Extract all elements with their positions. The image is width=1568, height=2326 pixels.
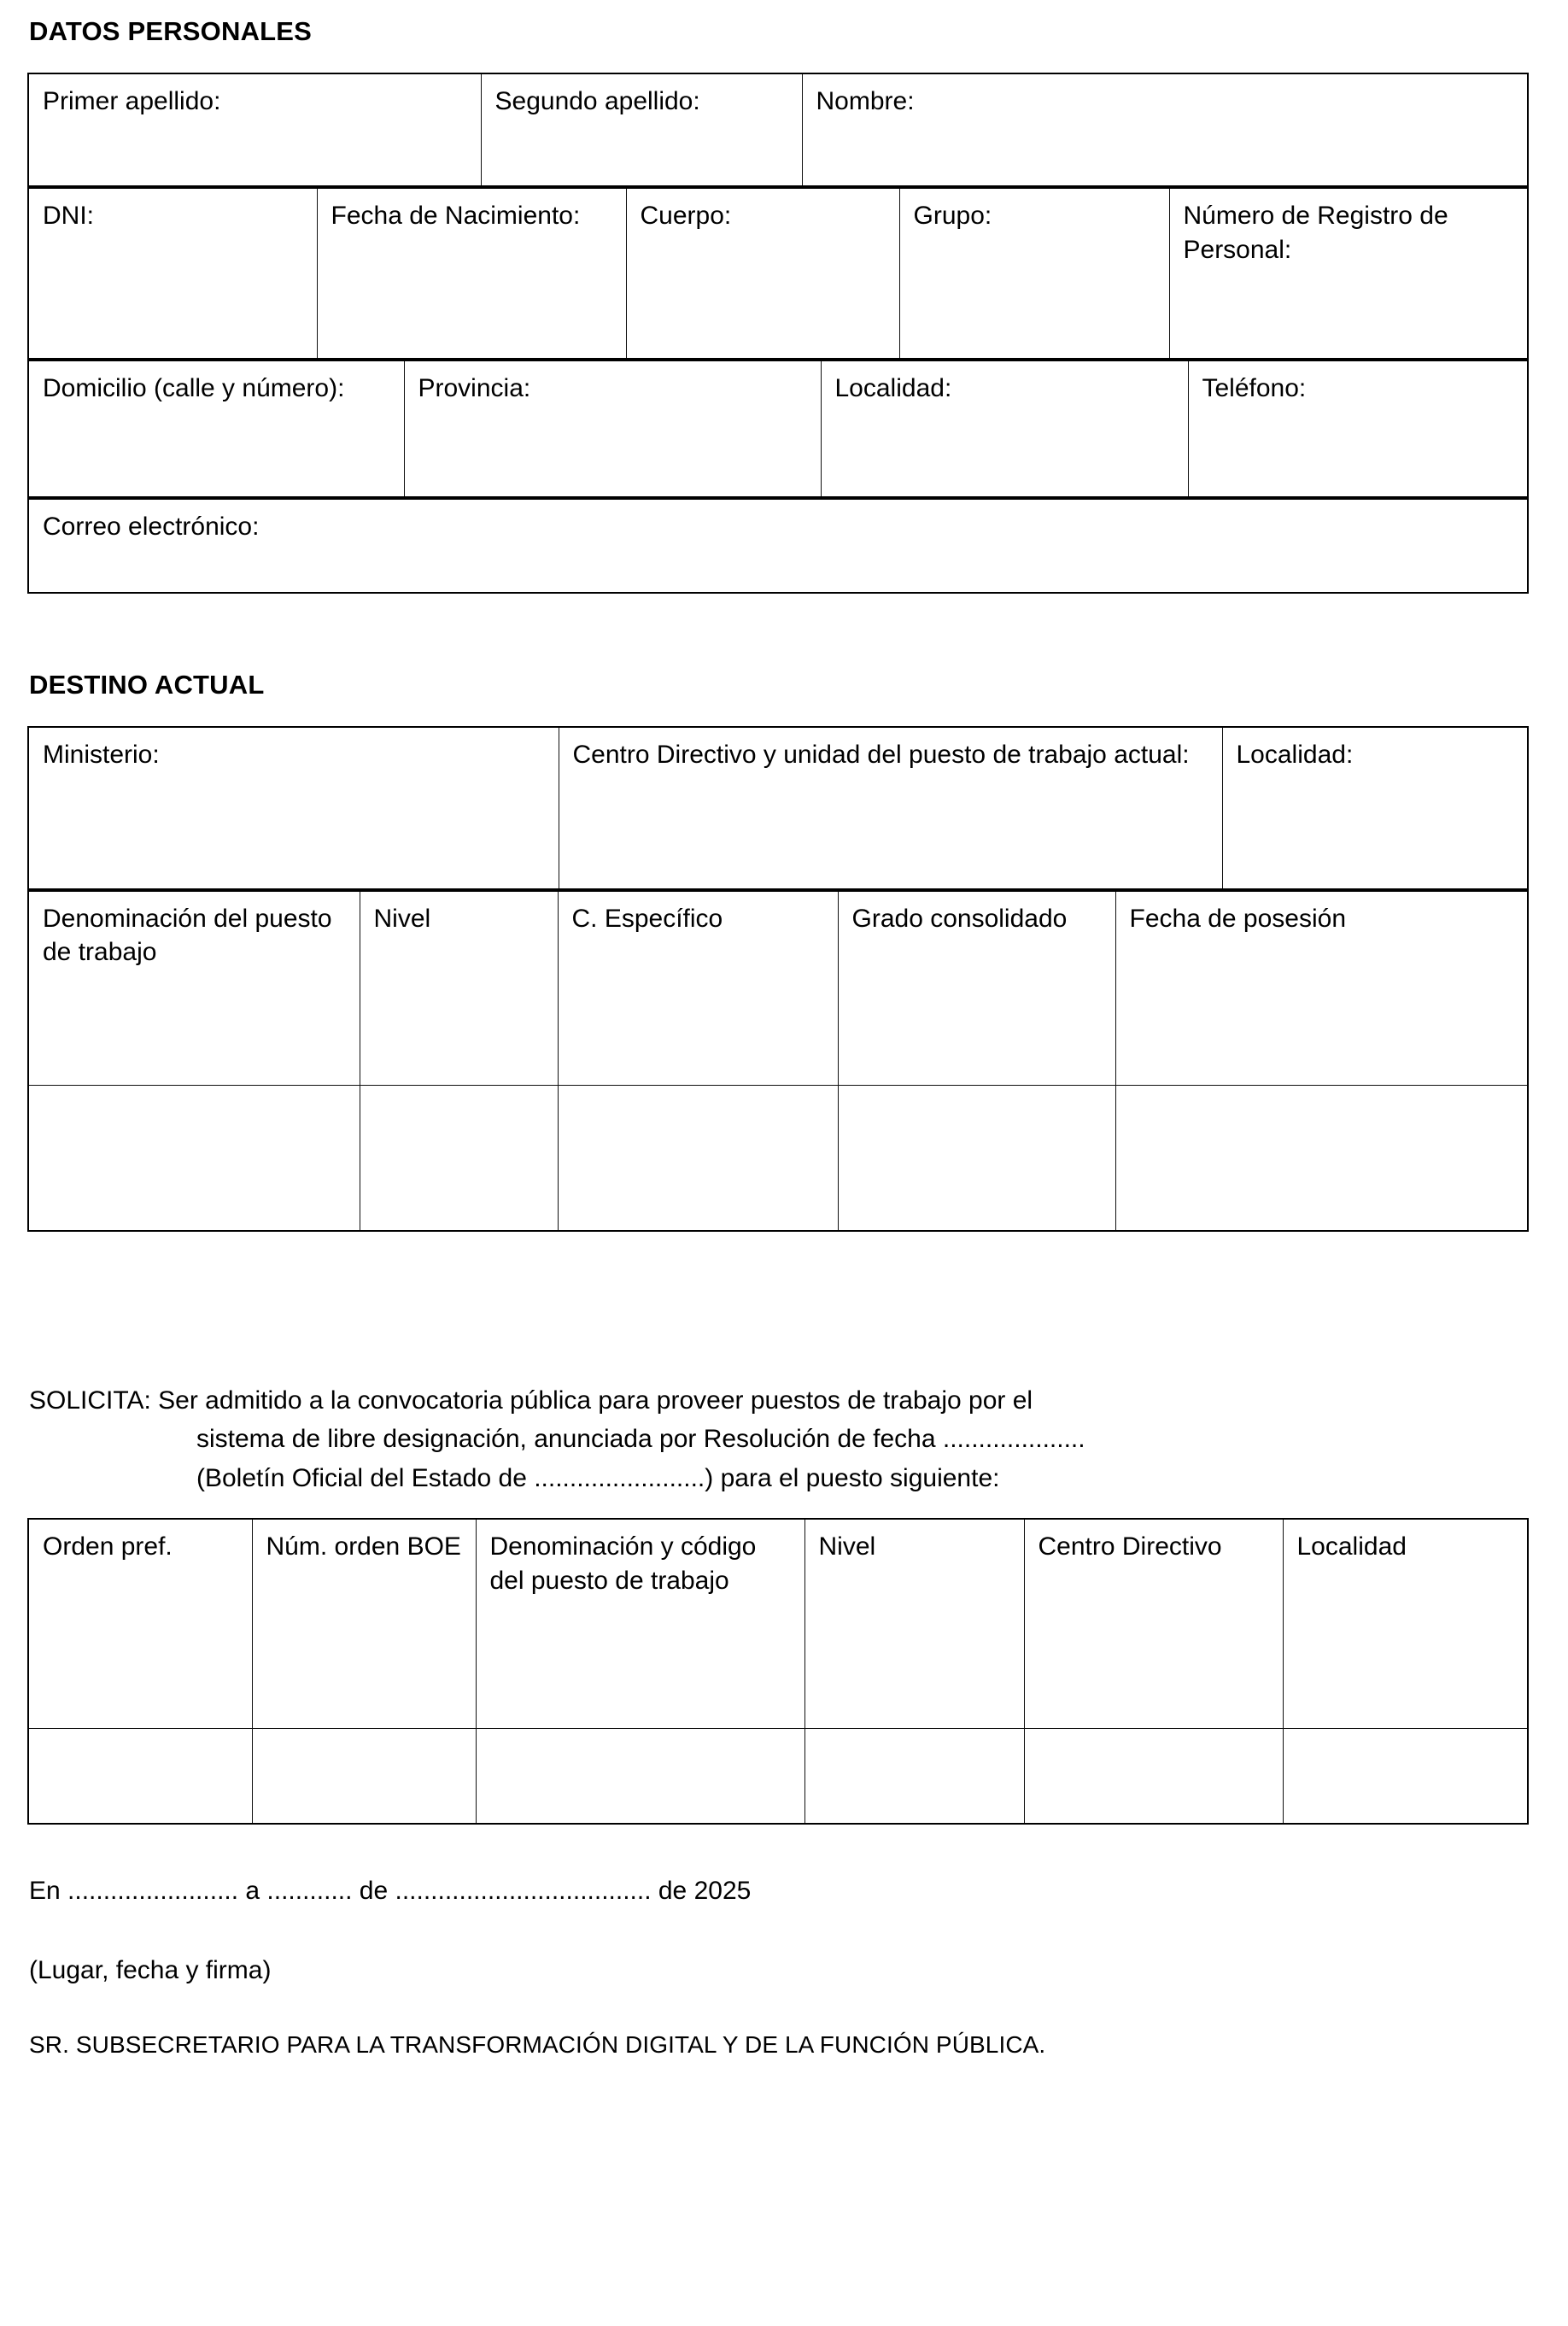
table-datos-personales-correo: [27, 498, 1529, 594]
solicita-line-3: (Boletín Oficial del Estado de ........................) para el puesto siguiente:: [196, 1463, 1000, 1492]
value-fecha-nacimiento: [331, 233, 614, 234]
cell-grado-consolidado[interactable]: [838, 1086, 1115, 1231]
cell-denominacion-puesto[interactable]: [28, 1086, 360, 1231]
solicita-line-2: sistema de libre designación, anunciada por Resolución de fecha ....................: [196, 1425, 1085, 1454]
header-puesto-localidad: Localidad: [1283, 1519, 1528, 1728]
section-heading-datos-personales: DATOS PERSONALES: [29, 16, 313, 46]
value-dni: [43, 233, 305, 234]
cell-num-orden-boe[interactable]: [252, 1728, 476, 1824]
cell-cuerpo[interactable]: [626, 188, 899, 359]
value-localidad: [835, 406, 1176, 407]
header-puesto-nivel: Nivel: [804, 1519, 1024, 1728]
cell-destino-localidad[interactable]: [1222, 727, 1528, 889]
value-ministerio: [43, 771, 547, 772]
table-destino-actual-top: [27, 726, 1529, 890]
spacer: [27, 1825, 1525, 1874]
label-domicilio: Domicilio (calle y número):: [43, 373, 345, 402]
table-header-row: [28, 1519, 1528, 1728]
label-numero-registro-personal: Número de Registro de Personal:: [1183, 201, 1448, 264]
header-c-especifico: C. Específico: [558, 891, 838, 1086]
label-localidad: Localidad:: [834, 373, 952, 402]
cell-telefono[interactable]: [1188, 360, 1528, 497]
table-row: [28, 727, 1528, 889]
label-destino-localidad: Localidad:: [1236, 740, 1354, 769]
cell-orden-pref[interactable]: [28, 1728, 252, 1824]
cell-ministerio[interactable]: [28, 727, 559, 889]
header-denominacion-codigo: Denominación y código del puesto de trabajo: [476, 1519, 804, 1728]
table-row: [28, 1728, 1528, 1824]
value-segundo-apellido: [495, 119, 790, 120]
label-provincia: Provincia:: [418, 373, 531, 402]
cell-correo-electronico[interactable]: [28, 499, 1528, 593]
label-dni: DNI:: [43, 201, 94, 230]
cell-puesto-centro-directivo[interactable]: [1024, 1728, 1283, 1824]
table-datos-personales-dni: [27, 187, 1529, 360]
spacer: [27, 1232, 1525, 1381]
cell-centro-directivo[interactable]: [559, 727, 1222, 889]
spacer: [29, 1907, 1525, 1954]
value-numero-registro-personal: [1184, 267, 1516, 268]
date-place-line: En ........................ a ............ de .................................... de 2025: [29, 1877, 752, 1906]
value-correo-electronico: [43, 544, 1515, 545]
table-row: [28, 188, 1528, 359]
addressee-line: SR. SUBSECRETARIO PARA LA TRANSFORMACIÓN DIGITAL Y DE LA FUNCIÓN PÚBLICA.: [29, 2031, 1046, 2059]
cell-puesto-nivel[interactable]: [804, 1728, 1024, 1824]
value-cuerpo: [641, 233, 887, 234]
value-telefono: [1202, 406, 1516, 407]
cell-puesto-localidad[interactable]: [1283, 1728, 1528, 1824]
value-nombre: [816, 119, 1516, 120]
spacer: [27, 594, 1525, 669]
cell-nombre[interactable]: [802, 73, 1528, 186]
table-puestos-solicitados: [27, 1518, 1529, 1825]
header-num-orden-boe: Núm. orden BOE: [252, 1519, 476, 1728]
solicita-paragraph: [27, 1381, 1527, 1498]
signature-note: (Lugar, fecha y firma): [29, 1956, 272, 1985]
value-grupo: [914, 233, 1157, 234]
cell-c-especifico[interactable]: [558, 1086, 838, 1231]
label-segundo-apellido: Segundo apellido:: [494, 86, 700, 115]
label-telefono: Teléfono:: [1202, 373, 1307, 402]
header-fecha-posesion: Fecha de posesión: [1115, 891, 1528, 1086]
table-row: [28, 1086, 1528, 1231]
cell-nivel[interactable]: [360, 1086, 558, 1231]
label-nombre: Nombre:: [816, 86, 915, 115]
cell-numero-registro-personal[interactable]: [1169, 188, 1528, 359]
header-orden-pref: Orden pref.: [28, 1519, 252, 1728]
value-primer-apellido: [43, 119, 469, 120]
table-datos-personales-domicilio: [27, 360, 1529, 498]
header-denominacion-puesto: Denominación del puesto de trabajo: [28, 891, 360, 1086]
section-heading-destino-actual: DESTINO ACTUAL: [29, 669, 265, 700]
cell-segundo-apellido[interactable]: [481, 73, 802, 186]
table-datos-personales: [27, 73, 1529, 187]
spacer: [29, 1987, 1525, 2030]
header-puesto-centro-directivo: Centro Directivo: [1024, 1519, 1283, 1728]
solicita-line-1: SOLICITA: Ser admitido a la convocatoria pública para proveer puestos de trabajo por el: [29, 1386, 1033, 1415]
label-grupo: Grupo:: [913, 201, 992, 230]
label-primer-apellido: Primer apellido:: [43, 86, 221, 115]
value-destino-localidad: [1237, 771, 1516, 772]
label-correo-electronico: Correo electrónico:: [43, 512, 260, 541]
footer-block: [27, 1874, 1525, 2060]
cell-provincia[interactable]: [404, 360, 821, 497]
table-destino-actual-puesto: [27, 890, 1529, 1232]
cell-domicilio[interactable]: [28, 360, 404, 497]
cell-fecha-nacimiento[interactable]: [317, 188, 626, 359]
cell-localidad[interactable]: [821, 360, 1188, 497]
cell-grupo[interactable]: [899, 188, 1169, 359]
cell-denominacion-codigo[interactable]: [476, 1728, 804, 1824]
label-centro-directivo: Centro Directivo y unidad del puesto de trabajo actual:: [572, 740, 1190, 769]
label-cuerpo: Cuerpo:: [640, 201, 732, 230]
cell-fecha-posesion[interactable]: [1115, 1086, 1528, 1231]
label-fecha-nacimiento: Fecha de Nacimiento:: [331, 201, 581, 230]
table-header-row: [28, 891, 1528, 1086]
cell-dni[interactable]: [28, 188, 317, 359]
table-row: [28, 360, 1528, 497]
header-grado-consolidado: Grado consolidado: [838, 891, 1115, 1086]
cell-primer-apellido[interactable]: [28, 73, 481, 186]
value-provincia: [418, 406, 809, 407]
table-row: [28, 73, 1528, 186]
header-nivel: Nivel: [360, 891, 558, 1086]
value-domicilio: [43, 406, 392, 407]
value-centro-directivo: [573, 771, 1210, 772]
table-row: [28, 499, 1528, 593]
label-ministerio: Ministerio:: [43, 740, 160, 769]
